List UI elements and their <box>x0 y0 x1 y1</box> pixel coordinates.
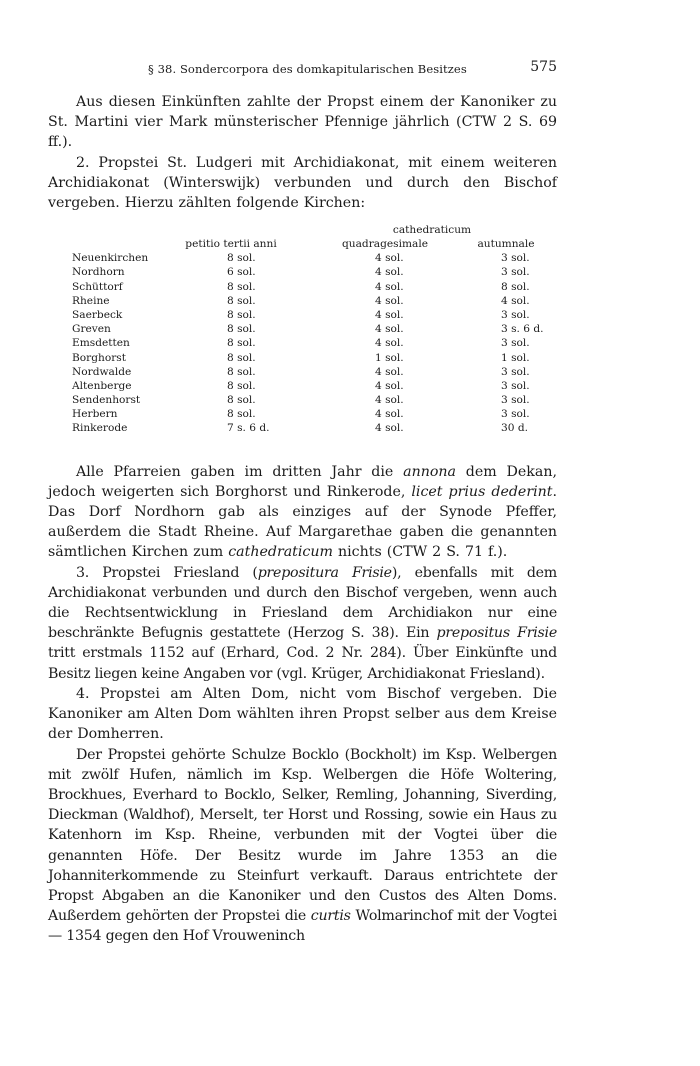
paragraph-pfarreien-annona <box>48 462 557 563</box>
autumnale-value: 3 sol. <box>501 394 530 407</box>
table-row <box>72 322 550 336</box>
church-name: Saerbeck <box>72 308 123 321</box>
italic-term-prepositus-frisie: prepositus Frisie <box>436 625 557 642</box>
petitio-value: 8 sol. <box>227 294 256 307</box>
autumnale-value: 3 sol. <box>501 365 530 378</box>
italic-term-prepositura-frisie: prepositura Frisie <box>257 564 392 581</box>
italic-term-cathedraticum: cathedraticum <box>228 544 333 561</box>
table-header-petitio: petitio tertii anni <box>185 238 277 251</box>
autumnale-value: 3 sol. <box>501 379 530 392</box>
italic-term-licet-prius-dederint: licet prius dederint <box>411 483 553 500</box>
quadragesimale-value: 4 sol. <box>375 408 404 421</box>
table-row <box>72 280 550 294</box>
autumnale-value: 4 sol. <box>501 294 530 307</box>
table-header-row <box>72 237 550 251</box>
running-head <box>48 58 557 80</box>
autumnale-value: 3 sol. <box>501 408 530 421</box>
table-row <box>72 251 550 265</box>
church-name: Herbern <box>72 408 118 421</box>
petitio-value: 8 sol. <box>227 323 256 336</box>
table-row <box>72 294 550 308</box>
quadragesimale-value: 4 sol. <box>375 379 404 392</box>
text-run: Alle Pfarreien gaben im dritten Jahr die <box>76 463 404 480</box>
petitio-value: 8 sol. <box>227 351 256 364</box>
paragraph-einkuenfte: Aus diesen Einkünften zahlte der Propst einem der Kanoniker zu St. Martini vier Mark münsterischer Pfennige jährlich (CTW 2 S. 69 ff.). <box>48 94 557 151</box>
autumnale-value: 1 sol. <box>501 351 530 364</box>
petitio-value: 8 sol. <box>227 408 256 421</box>
quadragesimale-value: 4 sol. <box>375 422 404 435</box>
petitio-value: 8 sol. <box>227 379 256 392</box>
petitio-value: 8 sol. <box>227 280 256 293</box>
petitio-value: 8 sol. <box>227 252 256 265</box>
quadragesimale-value: 4 sol. <box>375 323 404 336</box>
autumnale-value: 3 sol. <box>501 252 530 265</box>
quadragesimale-value: 4 sol. <box>375 394 404 407</box>
church-name: Schüttorf <box>72 280 123 293</box>
quadragesimale-value: 4 sol. <box>375 308 404 321</box>
church-name: Nordwalde <box>72 365 132 378</box>
church-name: Rheine <box>72 294 110 307</box>
autumnale-value: 3 sol. <box>501 266 530 279</box>
table-header-autumnale: autumnale <box>477 238 535 251</box>
table-row <box>72 365 550 379</box>
body-text-continued <box>48 462 557 947</box>
church-dues-table <box>72 223 550 435</box>
paragraph-propstei-alter-dom: 4. Propstei am Alten Dom, nicht vom Bischof vergeben. Die Kanoniker am Alten Dom wählten ihren Propst selber aus dem Kreise der Domherren. <box>48 685 557 743</box>
running-head-title: § 38. Sondercorpora des domkapitularischen Besitzes <box>148 62 467 76</box>
quadragesimale-value: 4 sol. <box>375 266 404 279</box>
autumnale-value: 3 sol. <box>501 337 530 350</box>
table-header-quadragesimale: quadragesimale <box>342 238 428 251</box>
book-page <box>48 58 557 947</box>
page-number: 575 <box>530 59 557 75</box>
table-row <box>72 421 550 435</box>
table-body <box>72 251 550 435</box>
text-run: Wolmarinchof mit der Vogtei — 1354 gegen den Hof Vrouweninch <box>48 908 557 945</box>
church-name: Altenberge <box>72 379 132 392</box>
table-row <box>72 407 550 421</box>
quadragesimale-value: 1 sol. <box>375 351 404 364</box>
church-name: Borghorst <box>72 351 126 364</box>
paragraph-schulze-bocklo <box>48 745 557 947</box>
church-name: Neuenkirchen <box>72 252 149 265</box>
quadragesimale-value: 4 sol. <box>375 365 404 378</box>
autumnale-value: 3 sol. <box>501 308 530 321</box>
petitio-value: 8 sol. <box>227 308 256 321</box>
autumnale-value: 8 sol. <box>501 280 530 293</box>
italic-term-curtis: curtis <box>310 908 351 925</box>
table-row <box>72 351 550 365</box>
table-row <box>72 336 550 350</box>
petitio-value: 8 sol. <box>227 394 256 407</box>
text-run: ), ebenfalls mit dem Archidiakonat verbunden und durch den Bischof vergeben, wenn auch die Rechtsentwicklung in Friesland dem Archidiakon nur eine beschränkte Befugnis gestattete (Herzog S. 38). Ein <box>48 564 558 642</box>
table-row <box>72 393 550 407</box>
church-name: Greven <box>72 323 111 336</box>
table-group-header-row <box>72 223 550 237</box>
italic-term-annona: annona <box>403 463 456 480</box>
quadragesimale-value: 4 sol. <box>375 280 404 293</box>
quadragesimale-value: 4 sol. <box>375 294 404 307</box>
text-run: tritt erstmals 1152 auf (Erhard, Cod. 2 Nr. 284). Über Einkünfte und Besitz liegen keine Angaben vor (vgl. Krüger, Archidiakonat Friesland). <box>48 645 557 682</box>
table-group-header-cathedraticum: cathedraticum <box>392 224 472 237</box>
autumnale-value: 3 s. 6 d. <box>501 323 544 336</box>
autumnale-value: 30 d. <box>501 422 528 435</box>
text-run: nichts (CTW 2 S. 71 f.). <box>332 544 508 561</box>
petitio-value: 8 sol. <box>227 337 256 350</box>
church-name: Rinkerode <box>72 422 128 435</box>
text-run: . Das Dorf Nordhorn gab als einziges auf der Synode Pfeffer, außerdem die Stadt Rheine. Auf Margarethae gaben die genannten sämtlichen Kirchen zum <box>48 483 557 561</box>
text-run: dem Dekan, jedoch weigerten sich Borghorst und Rinkerode, <box>48 463 557 500</box>
church-name: Emsdetten <box>72 337 130 350</box>
quadragesimale-value: 4 sol. <box>375 252 404 265</box>
paragraph-propstei-st-ludgeri: 2. Propstei St. Ludgeri mit Archidiakonat, mit einem weiteren Archidiakonat (Winterswijk) verbunden und durch den Bischof vergeben. Hierzu zählten folgende Kirchen: <box>48 154 557 212</box>
petitio-value: 8 sol. <box>227 365 256 378</box>
church-name: Nordhorn <box>72 266 125 279</box>
quadragesimale-value: 4 sol. <box>375 337 404 350</box>
table-row <box>72 379 550 393</box>
table-row <box>72 265 550 279</box>
petitio-value: 6 sol. <box>227 266 256 279</box>
text-run: 3. Propstei Friesland ( <box>76 564 258 581</box>
petitio-value: 7 s. 6 d. <box>227 422 270 435</box>
paragraph-propstei-friesland <box>48 563 557 684</box>
body-text <box>48 92 557 213</box>
church-name: Sendenhorst <box>72 394 141 407</box>
text-run: Der Propstei gehörte Schulze Bocklo (Bockholt) im Ksp. Welbergen mit zwölf Hufen, nämlich im Ksp. Welbergen die Höfe Woltering, Brockhues, Everhard to Bocklo, Selker, Remling, Johanning, Siverding, Dieckman (Waldhof), Merselt, ter Horst und Rossing, sowie ein Haus zu Katenhorn im Ksp. Rheine, verbunden mit der Vogtei über die genannten Höfe. Der Besitz wurde im Jahre 1353 an die Johanniterkommende zu Steinfurt verkauft. Daraus entrichtete der Propst Abgaben an die Kanoniker und den Custos des Alten Doms. Außerdem gehörten der Propstei die <box>48 746 557 925</box>
table-row <box>72 308 550 322</box>
